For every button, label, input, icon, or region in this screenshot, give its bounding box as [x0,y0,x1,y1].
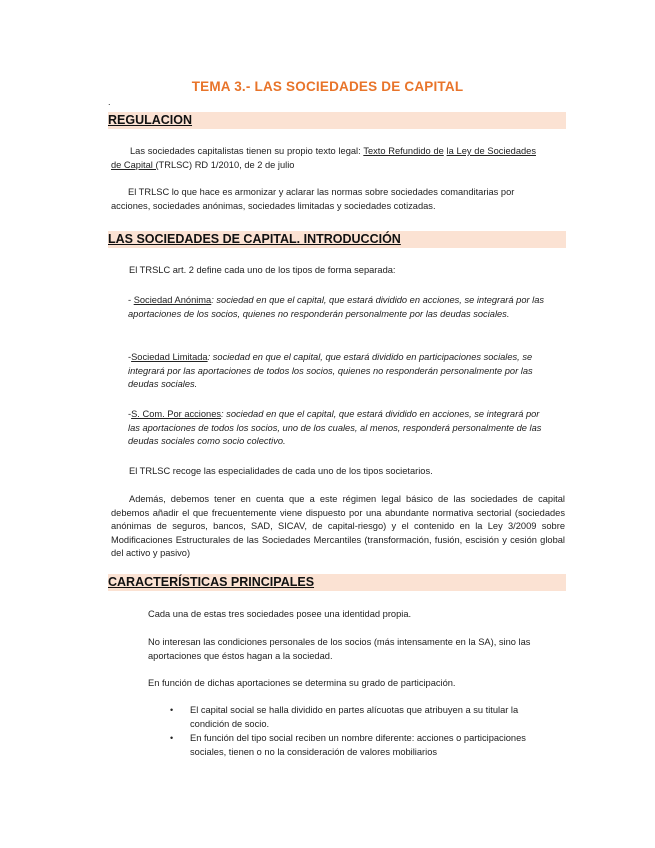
section-heading-label: CARACTERÍSTICAS PRINCIPALES [108,575,315,589]
regulacion-paragraph-2: El TRLSC lo que hace es armonizar y aclarar las normas sobre sociedades comanditarias por acciones, sociedades anónimas, sociedades limitadas y sociedades cotizadas. [111,187,515,211]
list-item [166,732,546,759]
section-heading-label: LAS SOCIEDADES DE CAPITAL. INTRODUCCIÓN [108,232,401,246]
stray-dot: . [108,97,111,107]
bullet-marker: • [170,705,174,715]
text-run: Las sociedades capitalistas tienen su propio texto legal: [130,146,364,156]
caracteristicas-paragraph-3: En función de dichas aportaciones se determina su grado de participación. [148,678,456,688]
introduccion-paragraph-6: Además, debemos tener en cuenta que a este régimen legal básico de las sociedades de capital debemos añadir el que frecuentemente viene dispuesto por una abundante normativa sectorial (sociedades anónimas de seguros, bancos, SAD, SICAV, de capital-riesgo) y el contenido en la Ley 3/2009 sobre Modificaciones Estructurales de las Sociedades Mercantiles (transformación, fusión, escisión y cesión global del activo y pasivo) [111,494,565,558]
section-heading-label: REGULACION [108,113,193,127]
caracteristicas-paragraph-1: Cada una de estas tres sociedades posee una identidad propia. [148,609,412,619]
list-item-text: El capital social se halla dividido en partes alícuotas que atribuyen a su titular la condición de socio. [190,705,519,729]
section-heading-introduccion [108,231,566,248]
definition-text: : sociedad en que el capital, que estará dividido en acciones, se integrará por las aportaciones de los socios, quienes no responderán personalmente por las deudas sociales. [128,295,545,319]
caracteristicas-paragraph-2: No interesan las condiciones personales de los socios (más intensamente en la SA), sino las aportaciones que éstos hagan a la sociedad. [148,637,531,661]
list-item [166,704,546,731]
text-run: TRLSC) RD 1/2010, de 2 de julio [158,159,295,170]
regulacion-paragraph-1 [111,145,536,172]
definition-sociedad-limitada [128,351,553,392]
page-title: TEMA 3.- LAS SOCIEDADES DE CAPITAL [191,79,464,94]
bullet-marker: • [170,733,174,743]
definition-text: : sociedad en que el capital, que estará dividido en acciones, se integrará por las aportaciones de todos los socios, uno de los cuales, al menos, responderá personalmente de las deudas sociales como socio colectivo. [128,409,542,446]
law-reference-link: Texto Refundido de [363,146,444,156]
definition-sociedad-comanditaria [128,408,553,449]
introduccion-paragraph-1: El TRSLC art. 2 define cada uno de los tipos de forma separada: [129,265,396,275]
caracteristicas-bullet-list [166,704,546,760]
section-heading-caracteristicas [108,574,566,591]
introduccion-paragraph-5: El TRLSC recoge las especialidades de cada uno de los tipos societarios. [129,466,433,476]
list-item-text: En función del tipo social reciben un nombre diferente: acciones o participaciones sociales, tienen o no la consideración de valores mobiliarios [190,733,526,757]
definition-term: S. Com. Por acciones [131,409,222,419]
law-reference-link: la Ley de Sociedades de Capital ( [111,146,536,170]
definition-term: Sociedad Limitada [131,352,208,362]
text-run: - [128,409,132,419]
text-run: - [128,295,134,305]
section-heading-regulacion [108,112,566,129]
text-run: - [128,352,132,362]
definition-text: : sociedad en que el capital, que estará dividido en participaciones sociales, se integrará por las aportaciones de todos los socios, quienes no responderán personalmente por las deudas sociales. [128,352,533,389]
definition-term: Sociedad Anónima [133,295,212,305]
definition-sociedad-anonima [128,294,553,321]
